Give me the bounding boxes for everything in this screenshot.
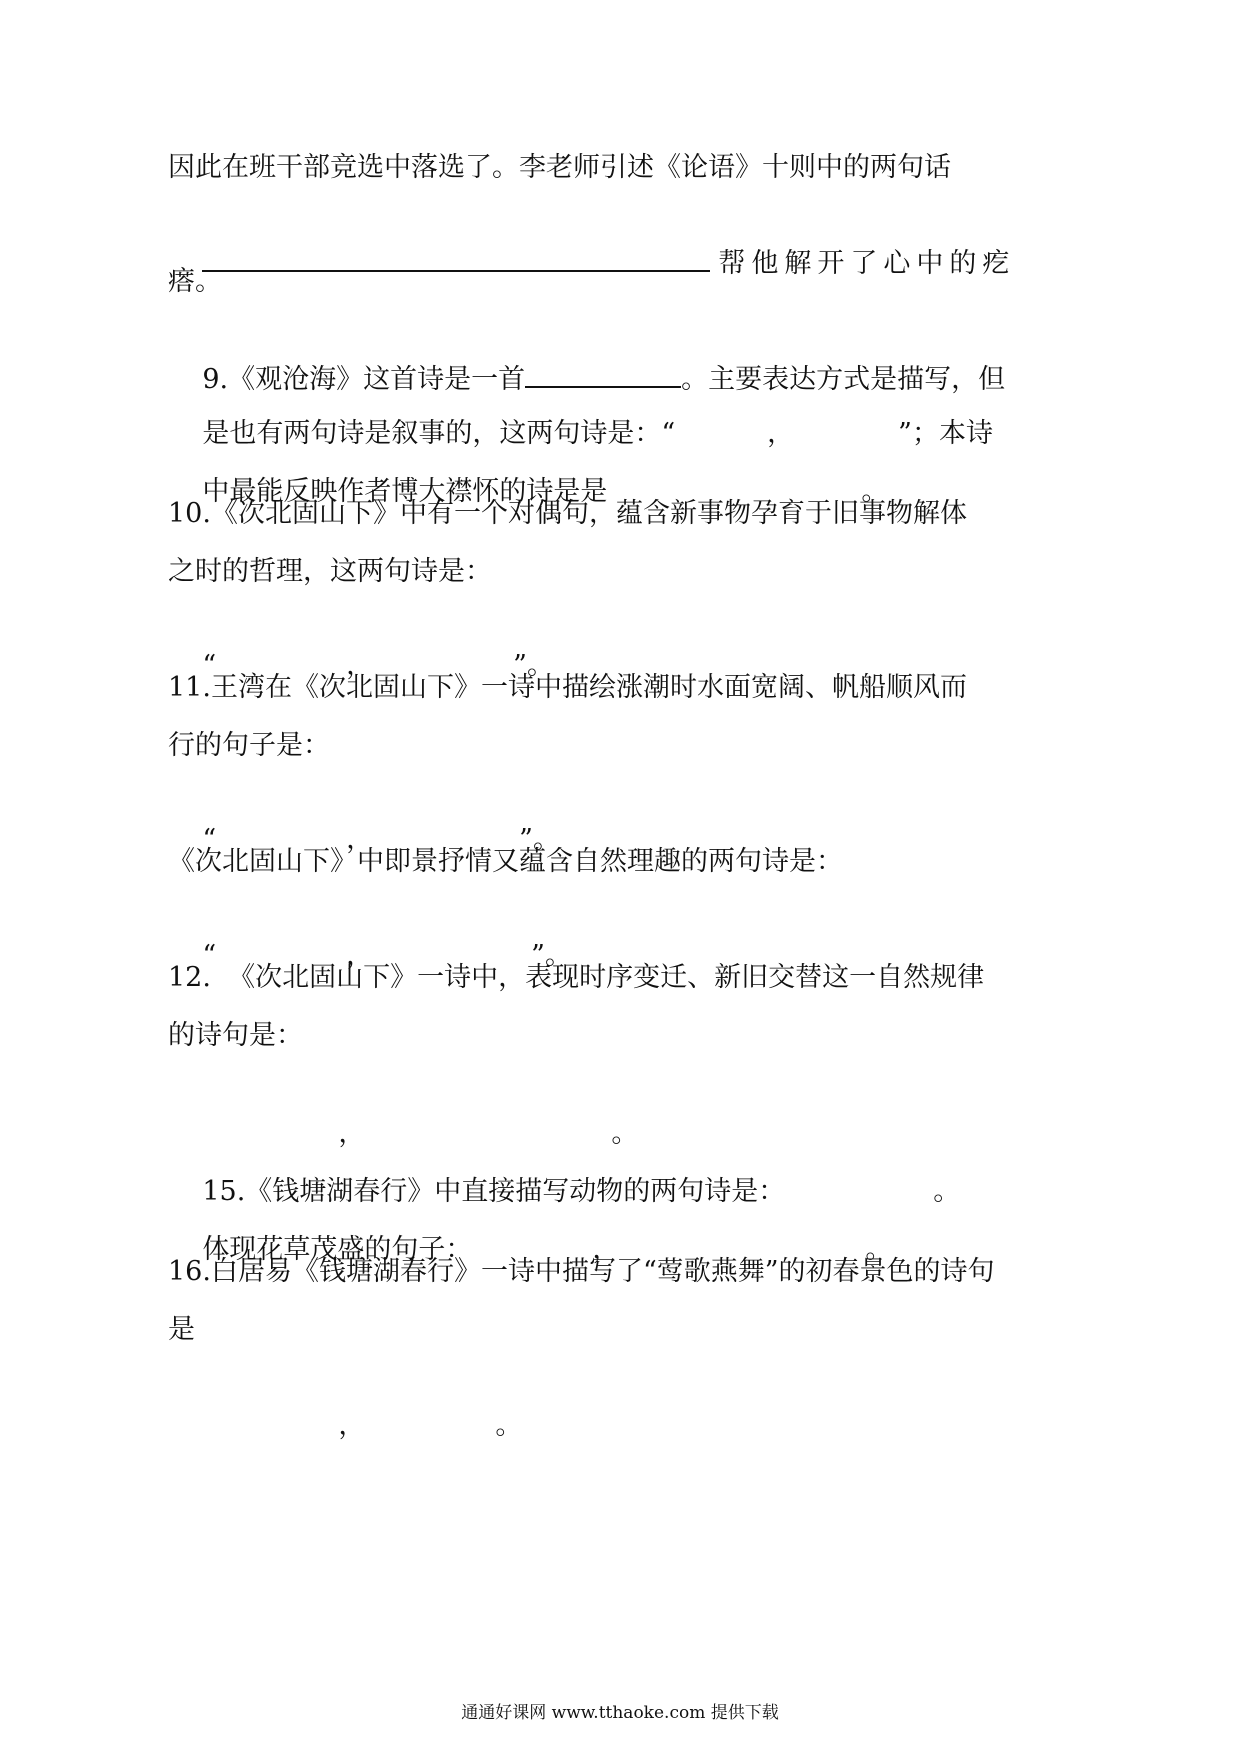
text-span: ， (592, 1234, 620, 1265)
text-span: ”。 (519, 824, 560, 855)
text-span: 。 (865, 1234, 893, 1265)
text-span: “ (202, 650, 217, 681)
text-span: 。 (861, 476, 889, 507)
text-span: ， (767, 418, 795, 449)
text-span: 帮他解开了心中的疙 (718, 248, 1016, 279)
question-16-line-3 (304, 1372, 522, 1480)
text-span: 。主要表达方式是描写，但 (681, 364, 1006, 395)
text-line: 瘩。 (168, 266, 222, 297)
question-10-line-1: 10.《次北固山下》中有一个对偶句，蕴含新事物孕育于旧事物解体 (168, 498, 967, 529)
text-span: 中最能反映作者博大襟怀的诗是是 (202, 476, 608, 507)
text-span: ”。 (513, 650, 554, 681)
text-span: “ (202, 824, 217, 855)
question-11b-line-1: 《次北固山下》中即景抒情又蕴含自然理趣的两句诗是： (168, 846, 843, 877)
text-line: 因此在班干部竞选中落选了。李老师引述《论语》十则中的两句话 (168, 152, 951, 183)
text-span: ， (346, 824, 374, 855)
question-11-line-1: 11.王湾在《次北固山下》一诗中描绘涨潮时水面宽阔、帆船顺风而 (168, 672, 967, 703)
question-12-line-1: 12. 《次北固山下》一诗中，表现时序变迁、新旧交替这一自然规律 (168, 962, 985, 993)
text-span: 是也有两句诗是叙事的，这两句诗是：“ (202, 418, 676, 449)
question-12-line-2: 的诗句是： (168, 1020, 303, 1051)
text-span: ， (346, 940, 374, 971)
text-span: 。 (495, 1410, 523, 1441)
text-span: ”；本诗 (898, 418, 993, 449)
text-span: 15.《钱塘湖春行》中直接描写动物的两句诗是： (202, 1176, 786, 1207)
text-span: ， (338, 1410, 366, 1441)
text-span: ”。 (531, 940, 572, 971)
page-footer: 通通好课网 www.tthaoke.com 提供下载 (461, 1703, 779, 1723)
question-16-line-2: 是 (168, 1314, 195, 1345)
text-span: ， (338, 1118, 366, 1149)
text-span: ， (346, 650, 374, 681)
text-span: 。 (611, 1118, 639, 1149)
text-span: “ (202, 940, 217, 971)
answer-line (168, 206, 1015, 318)
text-span: 。 (933, 1176, 961, 1207)
question-16-line-1: 16.白居易《钱塘湖春行》一诗中描写了“莺歌燕舞”的初春景色的诗句 (168, 1256, 995, 1287)
text-span: 9.《观沧海》这首诗是一首 (202, 364, 526, 395)
question-10-line-2: 之时的哲理，这两句诗是： (168, 556, 492, 587)
question-11-line-2: 行的句子是： (168, 730, 330, 761)
fill-blank (202, 242, 710, 272)
text-span: 体现花草茂盛的句子： (202, 1234, 473, 1265)
